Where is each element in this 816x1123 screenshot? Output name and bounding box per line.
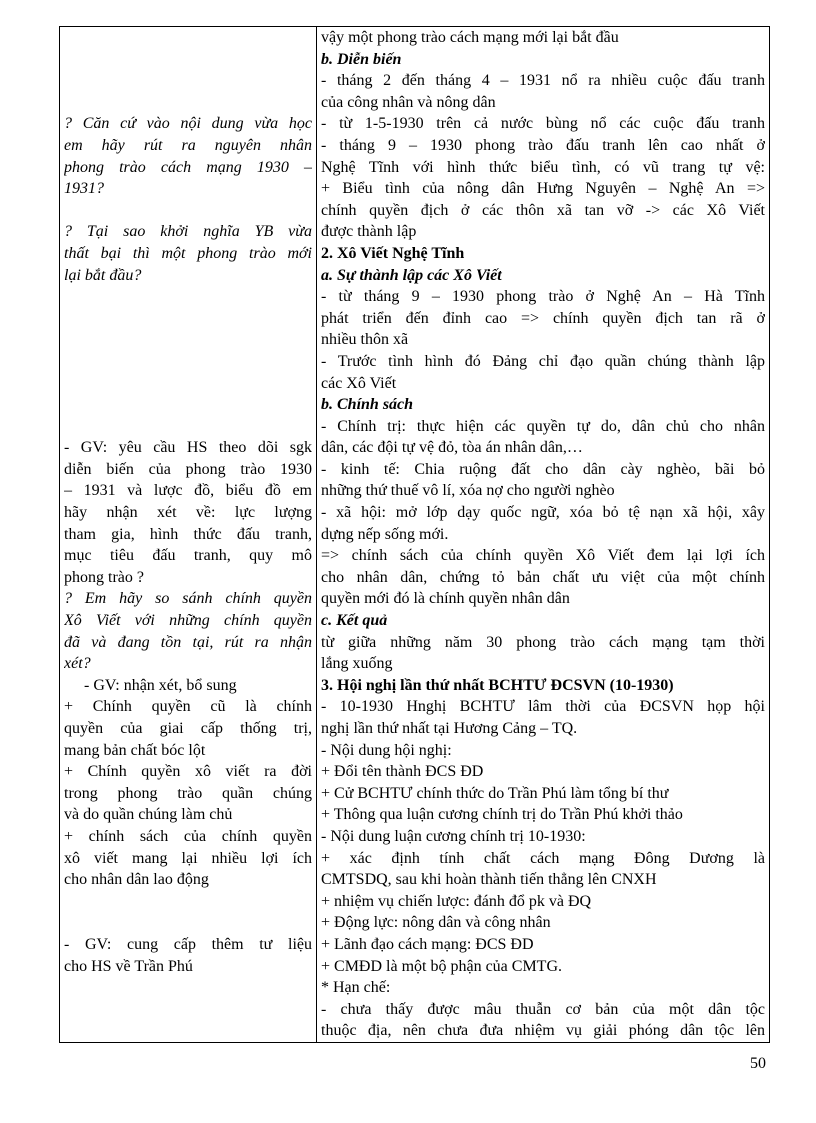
heading-chinh-sach: b. Chính sách: [321, 396, 414, 414]
hoi-nghi-line: + CMĐD là một bộ phận của CMTG.: [321, 957, 562, 975]
section-xo-viet: 2. Xô Viết Nghệ Tĩnh: [321, 244, 465, 262]
question-causes: ? Căn cứ vào nội dung vừa học: [64, 115, 312, 133]
question-compare: đã và đang tồn tại, rút ra nhận: [64, 633, 312, 651]
gv-comment: cho nhân dân lao động: [64, 871, 209, 889]
chinh-sach-line: - xã hội: mở lớp dạy quốc ngữ, xóa bỏ tệ nạn xã hội, xây: [321, 504, 765, 522]
dien-bien-line: Nghệ Tĩnh với hình thức biểu tình, có vũ trang tự vệ:: [321, 158, 765, 176]
hoi-nghi-line: - Nội dung luận cương chính trị 10-1930:: [321, 827, 586, 845]
gv-comment: + Chính quyền xô viết ra đời: [64, 763, 312, 781]
hoi-nghi-line: + Cử BCHTƯ chính thức do Trần Phú làm tổng bí thư: [321, 784, 669, 802]
question-compare: xét?: [64, 655, 91, 673]
hoi-nghi-line: * Hạn chế:: [321, 979, 391, 997]
hoi-nghi-line: + xác định tính chất cách mạng Đông Dương là: [321, 849, 765, 867]
dien-bien-line: của công nhân và nông dân: [321, 93, 496, 111]
question-causes: em hãy rút ra nguyên nhân: [64, 136, 312, 154]
dien-bien-line: + Biểu tình của nông dân Hưng Nguyên – Nghệ An =>: [321, 180, 765, 198]
page-number: 50: [750, 1055, 766, 1072]
question-causes: phong trào cách mạng 1930 –: [64, 158, 312, 176]
dien-bien-line: - tháng 9 – 1930 phong trào đấu tranh lên cao nhất ở: [321, 136, 765, 154]
gv-instruction: diễn biến của phong trào 1930: [64, 460, 312, 478]
table-row: [60, 27, 770, 1043]
chinh-sach-line: - Chính trị: thực hiện các quyền tự do, dân chủ cho nhân: [321, 417, 765, 435]
chinh-sach-line: quyền mới đó là chính quyền nhân dân: [321, 590, 570, 608]
thanh-lap-line: nhiều thôn xã: [321, 331, 409, 349]
ket-qua-line: lắng xuống: [321, 655, 393, 673]
hoi-nghi-line: + Lãnh đạo cách mạng: ĐCS ĐD: [321, 935, 534, 953]
gv-comment: + Chính quyền cũ là chính: [64, 698, 312, 716]
gv-note: cho HS về Trần Phú: [64, 957, 193, 975]
gv-comment: - GV: nhận xét, bổ sung: [84, 676, 237, 694]
thanh-lap-line: phát triển đến đỉnh cao => chính quyền địch tan rã ở: [321, 309, 765, 327]
dien-bien-line: - tháng 2 đến tháng 4 – 1931 nổ ra nhiều cuộc đấu tranh: [321, 72, 765, 90]
hoi-nghi-line: + Đổi tên thành ĐCS ĐD: [321, 763, 484, 781]
heading-ket-qua: c. Kết quả: [321, 612, 388, 630]
hoi-nghi-line: - Nội dung hội nghị:: [321, 741, 452, 759]
gv-instruction: hãy nhận xét về: lực lượng: [64, 504, 312, 522]
question-compare: Xô Viết với những chính quyền: [64, 612, 312, 630]
chinh-sach-line: cho nhân dân, chứng tỏ bản chất ưu việt của một chính: [321, 568, 765, 586]
section-hoi-nghi: 3. Hội nghị lần thứ nhất BCHTƯ ĐCSVN (10-1930): [321, 676, 674, 694]
gv-comment: + chính sách của chính quyền: [64, 827, 312, 845]
heading-thanh-lap: a. Sự thành lập các Xô Viết: [321, 266, 502, 284]
dien-bien-line: chính quyền địch ở các thôn xã tan vỡ -> các Xô Viết: [321, 201, 765, 219]
dien-bien-line: - từ 1-5-1930 trên cả nước bùng nổ các cuộc đấu tranh: [321, 115, 765, 133]
teacher-activity-column: [60, 27, 317, 1043]
thanh-lap-line: - Trước tình hình đó Đảng chỉ đạo quần chúng thành lập: [321, 352, 765, 370]
thanh-lap-line: các Xô Viết: [321, 374, 397, 392]
chinh-sach-line: những thứ thuế vô lí, xóa nợ cho người nghèo: [321, 482, 615, 500]
gv-note: - GV: cung cấp thêm tư liệu: [64, 935, 312, 953]
question-causes: 1931?: [64, 180, 104, 198]
gv-comment: và do quần chúng làm chủ: [64, 806, 233, 824]
lesson-table: [59, 26, 770, 1043]
heading-dien-bien: b. Diễn biến: [321, 50, 402, 68]
hoi-nghi-line: + Động lực: nông dân và công nhân: [321, 914, 551, 932]
chinh-sach-line: dựng nếp sống mới.: [321, 525, 449, 543]
gv-comment: mang bản chất bóc lột: [64, 741, 206, 759]
gv-comment: trong phong trào quần chúng: [64, 784, 312, 802]
gv-comment: xô viết mang lại nhiều lợi ích: [64, 849, 312, 867]
hoi-nghi-line: + Thông qua luận cương chính trị do Trần Phú khởi thảo: [321, 806, 683, 824]
gv-instruction: tham gia, hình thức đấu tranh,: [64, 525, 312, 543]
hoi-nghi-line: - chưa thấy được mâu thuẫn cơ bản của một dân tộc: [321, 1000, 765, 1018]
question-yen-bai: thất bại thì một phong trào mới: [64, 244, 312, 262]
gv-comment: quyền của giai cấp thống trị,: [64, 720, 312, 737]
hoi-nghi-line: - 10-1930 Hnghị BCHTƯ lâm thời của ĐCSVN họp hội: [321, 698, 765, 716]
gv-instruction: - GV: yêu cầu HS theo dõi sgk: [64, 439, 312, 457]
gv-instruction: – 1931 và lược đồ, biểu đồ em: [64, 482, 312, 500]
thanh-lap-line: - từ tháng 9 – 1930 phong trào ở Nghệ An – Hà Tĩnh: [321, 288, 765, 306]
ket-qua-line: từ giữa những năm 30 phong trào cách mạng tạm thời: [321, 633, 765, 651]
gv-instruction: mục tiêu đấu tranh, quy mô: [64, 547, 312, 565]
question-compare: ? Em hãy so sánh chính quyền: [64, 590, 312, 608]
chinh-sach-line: dân, các đội tự vệ đỏ, tòa án nhân dân,…: [321, 439, 583, 457]
intro-line: vậy một phong trào cách mạng mới lại bắt đầu: [321, 29, 619, 46]
chinh-sach-line: => chính sách của chính quyền Xô Viết đem lại lợi ích: [321, 547, 765, 565]
hoi-nghi-line: CMTSDQ, sau khi hoàn thành tiến thẳng lên CNXH: [321, 871, 657, 889]
chinh-sach-line: - kinh tế: Chia ruộng đất cho dân cày nghèo, bãi bỏ: [321, 460, 765, 478]
gv-instruction: phong trào ?: [64, 568, 144, 586]
content-column: [317, 27, 770, 1043]
question-yen-bai: lại bắt đầu?: [64, 266, 142, 284]
hoi-nghi-line: thuộc địa, nên chưa đưa nhiệm vụ giải phóng dân tộc lên: [321, 1022, 765, 1040]
hoi-nghi-line: + nhiệm vụ chiến lược: đánh đổ pk và ĐQ: [321, 892, 592, 910]
dien-bien-line: được thành lập: [321, 223, 417, 241]
hoi-nghi-line: nghị lần thứ nhất tại Hương Cảng – TQ.: [321, 720, 578, 737]
question-yen-bai: ? Tại sao khởi nghĩa YB vừa: [64, 223, 312, 241]
